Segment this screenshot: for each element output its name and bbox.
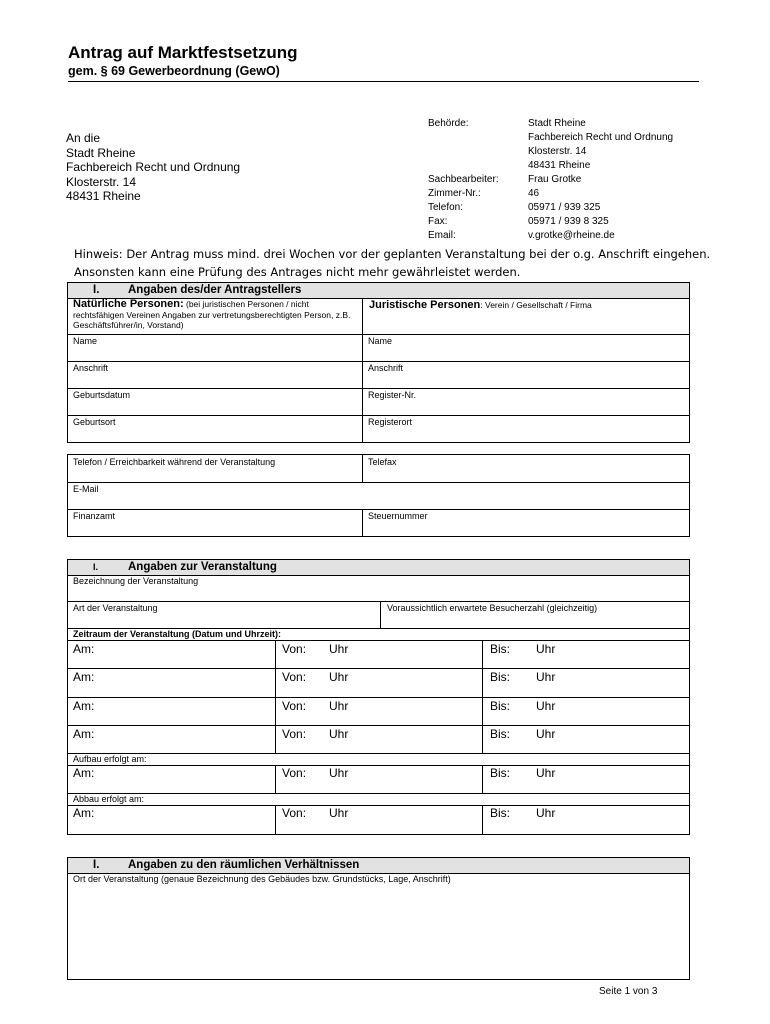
section-title: Angaben zu den räumlichen Verhältnissen [128, 859, 360, 871]
zeitraum-label: Zeitraum der Veranstaltung (Datum und Uhrzeit): [73, 629, 282, 639]
section-title: Angaben zur Veranstaltung [128, 561, 277, 573]
register-nr-field[interactable]: Register-Nr. [368, 390, 417, 400]
applicant-section-header [68, 283, 689, 299]
title-divider [68, 81, 699, 82]
behoerde-value: Fachbereich Recht und Ordnung [528, 132, 674, 143]
event-section [67, 559, 690, 835]
uhr-label: Uhr [329, 766, 349, 780]
bis-label: Bis: [490, 766, 511, 780]
time-to-field[interactable] [483, 668, 689, 697]
von-label: Von: [282, 766, 307, 780]
bis-label: Bis: [490, 670, 511, 684]
authority-values [528, 117, 673, 243]
contact-table [67, 454, 690, 537]
document-subtitle: gem. § 69 Gewerbeordnung (GewO) [68, 64, 280, 78]
abbau-date-field[interactable]: Am: [73, 806, 95, 820]
uhr-label: Uhr [329, 727, 349, 741]
besucher-field[interactable]: Voraussichtlich erwartete Besucherzahl (gleichzeitig) [387, 603, 598, 613]
date-field[interactable]: Am: [73, 642, 95, 656]
telefon-value: 05971 / 939 325 [528, 202, 601, 213]
legal-persons-heading: Juristische Personen [369, 299, 481, 311]
ort-field[interactable]: Ort der Veranstaltung (genaue Bezeichnung des Gebäudes bzw. Grundstücks, Lage, Anschrift) [73, 874, 451, 884]
uhr-label: Uhr [536, 727, 556, 741]
date-field[interactable]: Am: [73, 670, 95, 684]
uhr-label: Uhr [329, 699, 349, 713]
time-from-field[interactable] [276, 725, 482, 753]
behoerde-value: Klosterstr. 14 [528, 146, 587, 157]
registerort-field[interactable]: Registerort [368, 417, 413, 427]
document-title: Antrag auf Marktfestsetzung [68, 43, 298, 62]
date-field[interactable]: Am: [73, 727, 95, 741]
behoerde-value: Stadt Rheine [528, 118, 586, 129]
time-from-field[interactable] [276, 697, 482, 725]
steuernummer-field[interactable]: Steuernummer [368, 511, 428, 521]
bis-label: Bis: [490, 727, 511, 741]
time-to-field[interactable] [483, 697, 689, 725]
natural-persons-heading: Natürliche Personen: [73, 298, 184, 310]
zimmer-value: 46 [528, 188, 540, 199]
time-to-field[interactable] [483, 640, 689, 668]
geburtsdatum-field[interactable]: Geburtsdatum [73, 390, 131, 400]
aufbau-time-to-field[interactable] [483, 765, 689, 793]
sachbearbeiter-label: Sachbearbeiter: [428, 174, 499, 185]
von-label: Von: [282, 699, 307, 713]
location-section [67, 857, 690, 980]
geburtsort-field[interactable]: Geburtsort [73, 417, 116, 427]
time-to-field[interactable] [483, 725, 689, 753]
natural-persons-note: (bei juristischen Personen / nicht rechtsfähigen Vereinen Angaben zur vertretungsberechtigten Person, z.B. Geschäftsführer/in, Vorstand) [73, 299, 351, 330]
date-field[interactable]: Am: [73, 699, 95, 713]
zimmer-label: Zimmer-Nr.: [428, 188, 481, 199]
recipient-address [66, 131, 240, 204]
email-label: Email: [428, 230, 456, 241]
section-title: Angaben des/der Antragstellers [128, 284, 302, 296]
fax-value: 05971 / 939 8 325 [528, 216, 609, 227]
recipient-line: Klosterstr. 14 [66, 174, 137, 189]
behoerde-label: Behörde: [428, 118, 469, 129]
abbau-time-to-field[interactable] [483, 805, 689, 834]
authority-labels [428, 117, 499, 243]
email-value: v.grotke@rheine.de [528, 230, 615, 241]
sachbearbeiter-value: Frau Grotke [528, 174, 582, 185]
time-from-field[interactable] [276, 668, 482, 697]
von-label: Von: [282, 806, 307, 820]
uhr-label: Uhr [536, 642, 556, 656]
legal-persons-note: : Verein / Gesellschaft / Firma [480, 300, 592, 310]
natural-persons-header [68, 298, 362, 334]
anschrift-right-field[interactable]: Anschrift [368, 363, 404, 373]
uhr-label: Uhr [536, 766, 556, 780]
uhr-label: Uhr [329, 806, 349, 820]
uhr-label: Uhr [329, 642, 349, 656]
uhr-label: Uhr [536, 806, 556, 820]
bis-label: Bis: [490, 699, 511, 713]
finanzamt-field[interactable]: Finanzamt [73, 511, 116, 521]
bezeichnung-field[interactable]: Bezeichnung der Veranstaltung [73, 576, 199, 586]
von-label: Von: [282, 727, 307, 741]
name-field[interactable]: Name [73, 336, 98, 346]
location-section-header [68, 858, 689, 874]
bis-label: Bis: [490, 806, 511, 820]
fax-label: Fax: [428, 216, 448, 227]
telefon-field[interactable]: Telefon / Erreichbarkeit während der Veranstaltung [73, 457, 276, 467]
von-label: Von: [282, 642, 307, 656]
recipient-line: Stadt Rheine [66, 145, 136, 160]
anschrift-field[interactable]: Anschrift [73, 363, 109, 373]
uhr-label: Uhr [536, 699, 556, 713]
aufbau-label: Aufbau erfolgt am: [73, 754, 147, 764]
page-number: Seite 1 von 3 [599, 986, 658, 997]
aufbau-date-field[interactable]: Am: [73, 766, 95, 780]
hint-text: Hinweis: Der Antrag muss mind. drei Wochen vor der geplanten Veranstaltung bei der o.g. Anschrift eingehen. Ansonsten kann eine Prüfung des Antrages nicht mehr gewährleistet werden. [74, 247, 711, 279]
section-number: I. [93, 859, 100, 871]
art-field[interactable]: Art der Veranstaltung [73, 603, 158, 613]
telefon-label: Telefon: [428, 202, 464, 213]
bis-label: Bis: [490, 642, 511, 656]
applicant-section [67, 282, 690, 443]
recipient-line: 48431 Rheine [66, 189, 141, 203]
abbau-label: Abbau erfolgt am: [73, 794, 145, 804]
von-label: Von: [282, 670, 307, 684]
uhr-label: Uhr [329, 670, 349, 684]
aufbau-time-from-field[interactable] [276, 765, 482, 793]
recipient-line: Fachbereich Recht und Ordnung [66, 160, 241, 174]
behoerde-value: 48431 Rheine [528, 160, 591, 171]
telefax-field[interactable]: Telefax [368, 457, 397, 467]
section-number: I. [93, 284, 100, 296]
abbau-time-from-field[interactable] [276, 805, 482, 834]
email-field[interactable]: E-Mail [73, 484, 99, 494]
recipient-line: An die [66, 131, 101, 145]
section-number: I. [93, 562, 99, 572]
legal-persons-header [363, 298, 689, 334]
name-right-field[interactable]: Name [368, 336, 393, 346]
uhr-label: Uhr [536, 670, 556, 684]
time-from-field[interactable] [276, 640, 482, 668]
